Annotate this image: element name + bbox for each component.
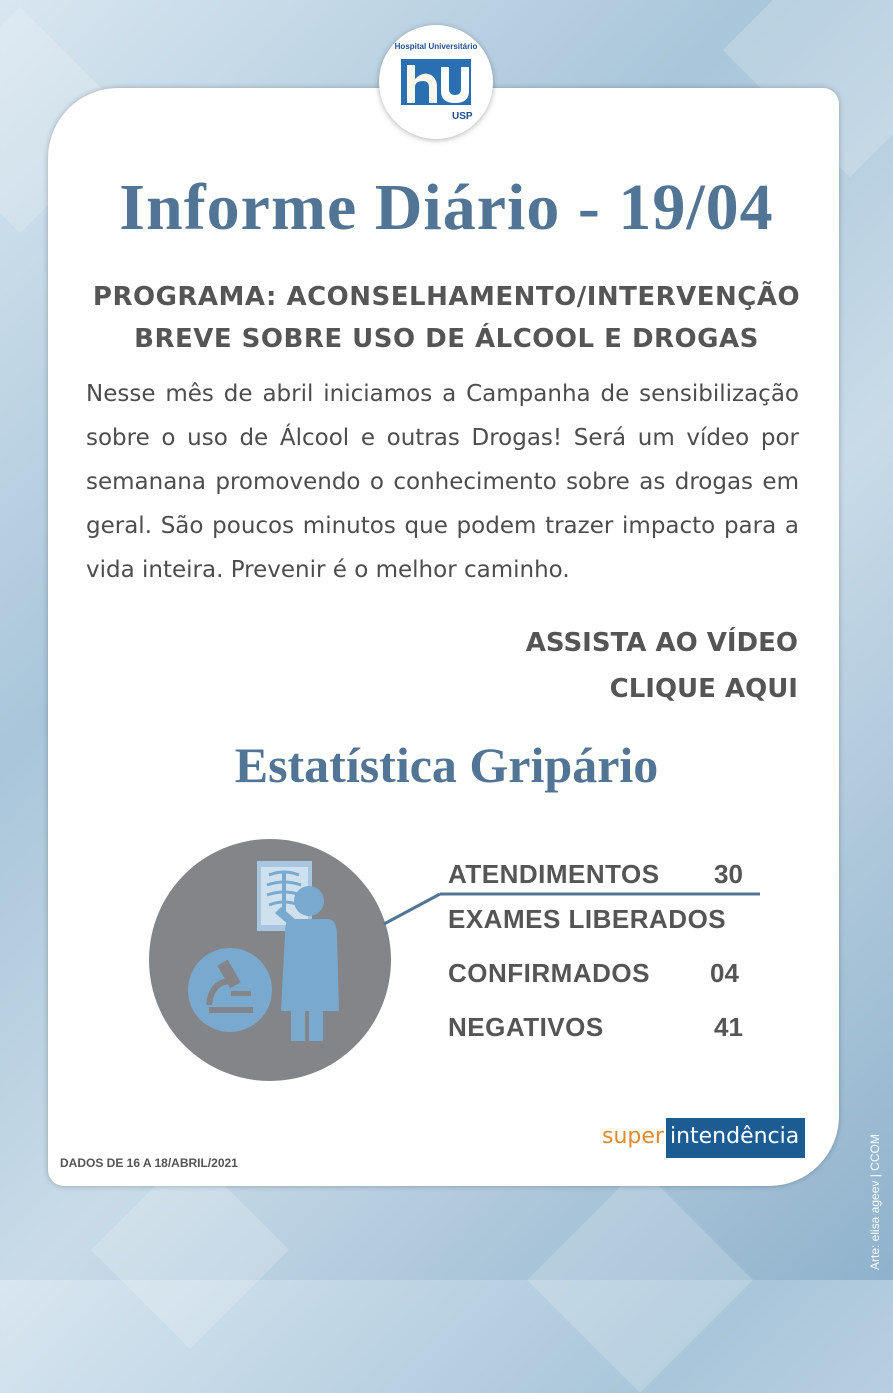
superintendencia-logo xyxy=(600,1118,805,1158)
stat-confirmed-label: CONFIRMADOS xyxy=(448,958,650,988)
stat-negative-value: 41 xyxy=(714,1012,743,1042)
hu-usp-logo xyxy=(379,25,493,139)
logo-hospital-text: Hospital Universitário xyxy=(394,42,478,51)
watch-video-link[interactable]: ASSISTA AO VÍDEO xyxy=(525,628,798,658)
hu-logo-icon xyxy=(401,53,471,111)
super-text: super xyxy=(602,1124,664,1149)
click-here-link[interactable]: CLIQUE AQUI xyxy=(609,674,798,704)
art-credit: Arte: elisa ageev | CCOM xyxy=(868,1134,882,1270)
campaign-description: Nesse mês de abril iniciamos a Campanha de sensibilização sobre o uso de Álcool e outras Drogas! Será um vídeo por semanana promovendo o conhecimento sobre as drogas em geral. São poucos minutos que podem trazer impacto para a vida inteira. Prevenir é o melhor caminho. xyxy=(86,381,799,583)
logo-usp-text: USP xyxy=(452,111,473,122)
stat-attendances-label: ATENDIMENTOS xyxy=(448,859,660,889)
page-title: Informe Diário - 19/04 xyxy=(119,171,774,244)
stat-negative-label: NEGATIVOS xyxy=(448,1012,604,1042)
data-range: DADOS DE 16 A 18/ABRIL/2021 xyxy=(60,1156,238,1170)
program-title-line1: PROGRAMA: ACONSELHAMENTO/INTERVENÇÃO xyxy=(92,282,801,312)
stat-exams-label: EXAMES LIBERADOS xyxy=(448,904,727,934)
stat-confirmed-value: 04 xyxy=(710,958,739,988)
stat-attendances-value: 30 xyxy=(714,859,743,889)
statistics-title: Estatística Gripário xyxy=(234,737,659,793)
program-title-line2: BREVE SOBRE USO DE ÁLCOOL E DROGAS xyxy=(134,324,759,354)
microscope-icon xyxy=(187,947,273,1033)
intendencia-text: intendência xyxy=(666,1118,805,1158)
stats-circle xyxy=(149,839,391,1081)
